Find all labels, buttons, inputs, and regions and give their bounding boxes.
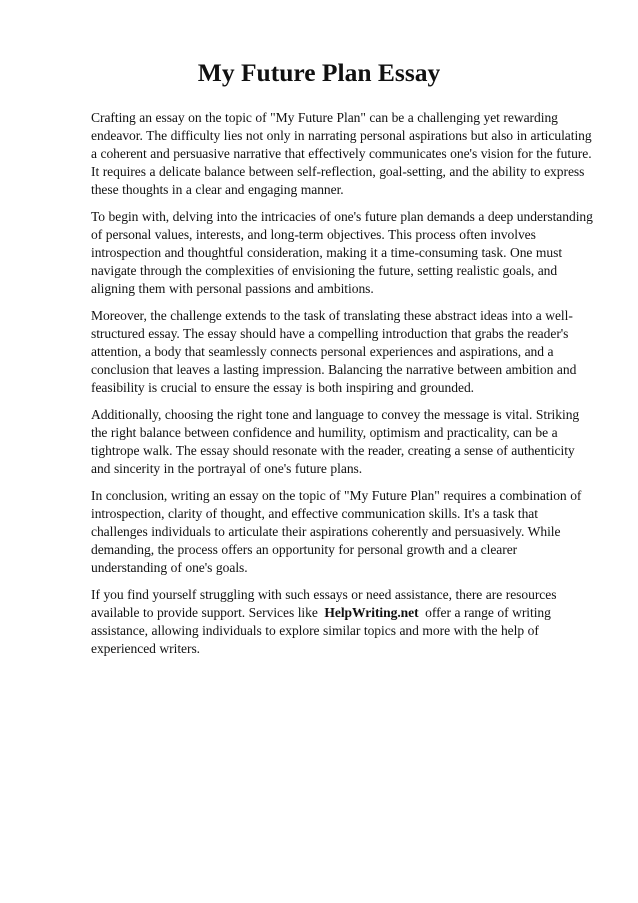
paragraph-intro: Crafting an essay on the topic of "My Future Plan" can be a challenging yet rewarding endeavor. The difficulty lies not only in narrating personal aspirations but also in articulating a coherent and persuasive narrative that effectively communicates one's vision for the future. It requires a delicate balance between self-reflection, goal-setting, and the ability to express these thoughts in a clear and engaging manner. [91, 109, 592, 197]
closing-text-after: offer a range of writing assistance, allowing individuals to explore similar topics and more with the help of experienced writers. [91, 604, 551, 656]
paragraph-closing [91, 586, 594, 658]
brand-name: HelpWriting.net [324, 604, 419, 620]
paragraph-understanding: To begin with, delving into the intricacies of one's future plan demands a deep understanding of personal values, interests, and long-term objectives. This process often involves introspection and thoughtful consideration, making it a time-consuming task. One must navigate through the complexities of envisioning the future, setting realistic goals, and aligning them with personal passions and ambitions. [91, 208, 593, 296]
paragraph-structure: Moreover, the challenge extends to the task of translating these abstract ideas into a well-structured essay. The essay should have a compelling introduction that grabs the reader's attention, a body that seamlessly connects personal experiences and aspirations, and a conclusion that leaves a lasting impression. Balancing the narrative between ambition and feasibility is crucial to ensure the essay is both inspiring and grounded. [91, 307, 577, 395]
closing-text-before: If you find yourself struggling with such essays or need assistance, there are resources available to provide support. Services like [91, 586, 557, 620]
document-title: My Future Plan Essay [197, 58, 441, 87]
paragraph-conclusion: In conclusion, writing an essay on the topic of "My Future Plan" requires a combination of introspection, clarity of thought, and effective communication skills. It's a task that challenges individuals to articulate their aspirations coherently and persuasively. While demanding, the process offers an opportunity for personal growth and a clearer understanding of one's goals. [91, 487, 582, 575]
paragraph-tone: Additionally, choosing the right tone and language to convey the message is vital. Striking the right balance between confidence and humility, optimism and practicality, can be a tightrope walk. The essay should resonate with the reader, creating a sense of authenticity and sincerity in the portrayal of one's future plans. [91, 406, 580, 476]
